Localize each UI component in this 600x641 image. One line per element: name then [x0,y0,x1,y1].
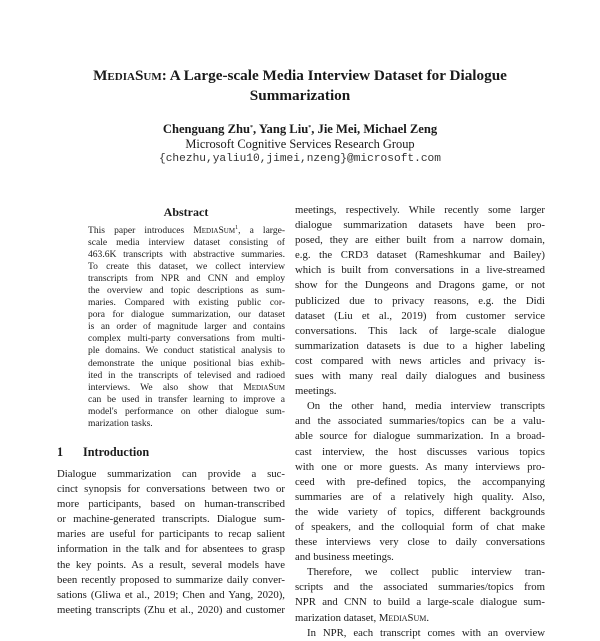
title-line-2: Summarization [249,87,351,104]
paragraph [295,626,545,641]
abstract-line: maries. Compared with existing public cor- [88,297,285,309]
paragraph [295,565,545,625]
text-line: these interviews very close to daily conversations [295,536,545,549]
author-emails: {chezhu,yaliu10,jimei,nzeng}@microsoft.com [159,153,441,165]
text-line: the wide variety of topics, different backgrounds [295,505,545,518]
text-line: able source for dialogue summarization. In a broad- [295,430,545,443]
paper-title [60,66,540,106]
text-line: publicized due to privacy reasons, e.g. the Didi [295,294,545,307]
section-title: Introduction [83,445,150,459]
text-line: e.g. the CRD3 dataset (Rameshkumar and Bailey) [295,249,545,262]
section-heading-introduction [57,445,149,459]
abstract-line: demonstrate the unique positional bias exhib- [88,357,285,369]
abstract-line: is an order of magnitude larger and contains [88,321,285,333]
text-line: Dialogue summarization can provide a suc- [57,468,285,480]
text-line: marization dataset, MediaSum. [295,611,430,624]
title-dataset-name: MediaSum [93,67,162,84]
text-line: more participants, based on human-transcribed [57,498,285,511]
author-list: Chenguang Zhu*, Yang Liu*, Jie Mei, Michael Zeng [162,122,438,136]
abstract-line: complex multi-party conversations from multi- [88,333,285,345]
abstract-line: 463.6K transcripts with abstractive summaries. [88,249,285,261]
section-number: 1 [57,445,64,459]
abstract-line: transcripts from NPR and CNN and employ [88,273,285,285]
text-line: cast interview, the host discusses various topics [295,445,545,458]
text-line: Therefore, we collect public interview tran- [307,566,545,579]
abstract-line: the overview and topic descriptions as sum- [88,285,285,297]
abstract-line: ited in the transcripts of televised and radioed [88,369,285,381]
text-line: NPR and CNN to build a large-scale dialogue sum- [295,596,545,609]
text-line: scripts and the associated summaries/topics from [295,581,545,594]
abstract-line: scale media interview dataset consisting of [88,237,285,249]
text-line: or machine-generated transcripts. Dialogue sum- [57,513,285,526]
text-line: information in the talk and for absentees to grasp [57,543,285,556]
text-line: summaries are of a relatively high quality. Also, [295,490,545,503]
text-line: meeting transcripts (Zhu et al., 2020) and customer [57,603,285,616]
affiliation: Microsoft Cognitive Services Research Group [185,137,415,151]
title-line-1: MediaSum: A Large-scale Media Interview Dataset for Dialogue [93,67,507,84]
footnote-marker: 1 [235,225,239,231]
abstract-line: marization tasks. [88,417,153,429]
text-line: In NPR, each transcript comes with an overview [307,626,545,639]
text-line: meetings. [295,385,337,398]
abstract-line: can be used in transfer learning to improve a [88,393,285,405]
right-column-body [295,203,545,641]
abstract-body [88,225,285,430]
text-line: On the other hand, media interview transcripts [307,400,545,413]
text-line: summarization datasets is due to a higher labeling [295,339,545,352]
abstract-line: pora for dialogue summarization, our dataset [88,309,285,321]
text-line: with one or more guests. As many interviews pro- [295,460,545,473]
author-name: Yang Liu [258,122,309,136]
author-name: Chenguang Zhu [162,122,251,136]
abstract-line: To create this dataset, we collect interview [88,261,285,273]
paragraph [295,203,545,399]
author-name: Jie Mei [317,122,358,136]
text-line: been recently proposed to summarize daily conver- [57,573,285,586]
text-line: posed, they are either built from a narrow domain, [295,234,545,247]
dataset-name: MediaSum [243,381,285,393]
dataset-name: MediaSum [193,225,236,236]
text-line: show for the Dungeons and Dragons game, or not [295,279,545,292]
text-line: and business meetings. [295,551,394,564]
equal-contribution-marker: * [250,125,254,131]
text-line: conversations. This lack of large-scale dialogue [295,324,545,337]
text-line: ceed with pre-defined topics, the accompanying [295,475,545,488]
text-line: dataset (Liu et al., 2019) from customer service [295,309,545,322]
abstract-line: ple domains. We conduct statistical analysis to [88,345,285,357]
left-column-body [57,467,285,618]
abstract-line: model's performance on other dialogue sum- [88,405,285,417]
abstract-line: This paper introduces MediaSum$^1$, a large- [88,225,286,236]
paragraph [295,399,545,565]
equal-contribution-marker: * [308,125,312,131]
author-name: Michael Zeng [363,122,438,136]
text-line: dialogue summarization datasets have been pro- [295,219,545,232]
text-line: sues with many real daily dialogues and business [295,370,545,383]
text-line: the key points. As a result, several models have [57,558,285,571]
text-line: and the associated summaries/topics can be a valu- [295,415,545,428]
text-line: of speakers, and the colloquial form of chat make [295,520,545,533]
dataset-name: MediaSum [378,611,427,624]
abstract-heading: Abstract [163,205,209,219]
text-line: cost compared with news articles and privacy is- [295,354,545,367]
text-line: meetings, respectively. While recently some larger [295,204,545,216]
text-line: which is built from conversations in a live-streamed [295,264,545,277]
text-line: cinct synopsis for conversations between two or [57,483,285,496]
abstract-line: interviews. We also show that MediaSum [88,381,285,393]
text-line: sations (Gliwa et al., 2019; Chen and Yang, 2020), [57,588,285,601]
text-line: maries are useful for participants to recap salient [57,528,285,541]
